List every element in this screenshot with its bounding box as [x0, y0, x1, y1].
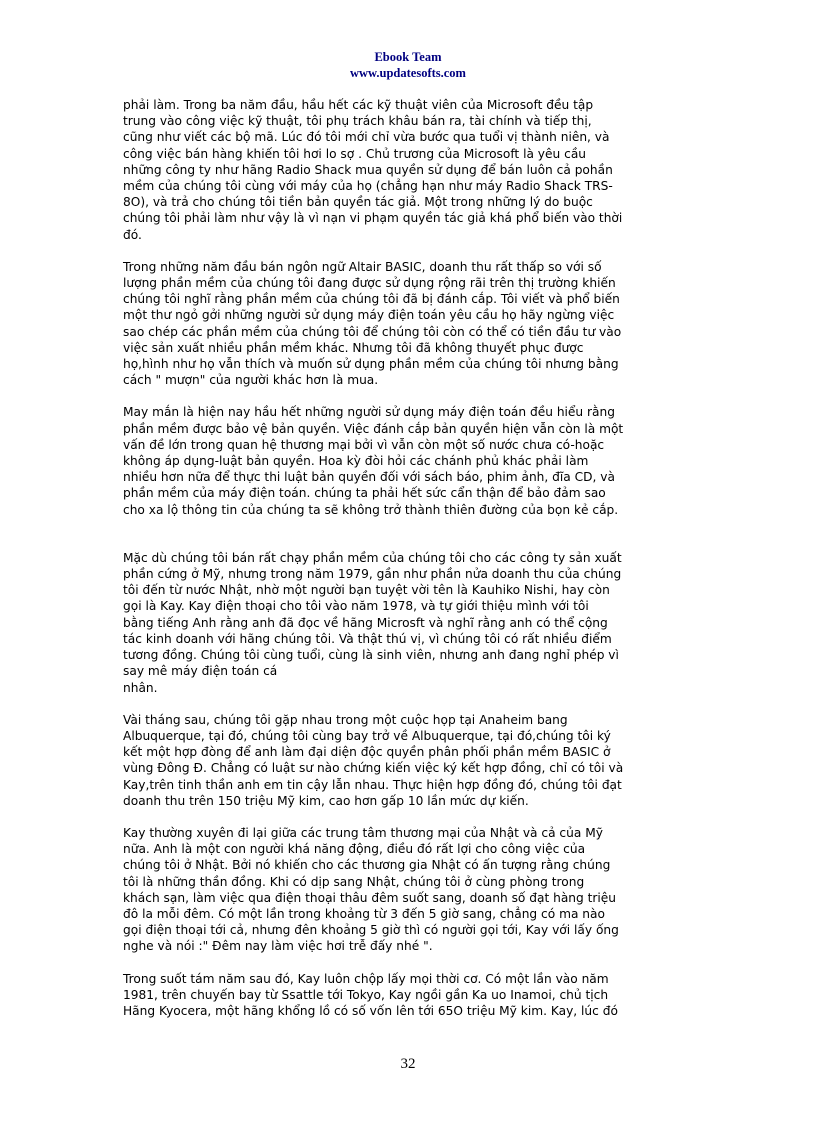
paragraph-6: Kay thường xuyên đi lại giữa các trung tâm thương mại của Nhật và cả của Mỹ nữa. Anh là một con người khá năng động, điều đó rất lợi cho công việc của chúng tôi ở Nhật. Bởi nó khiến cho các thương gia Nhật có ấn tượng rằng chúng tôi là những thần đồng. Khi có dịp sang Nhật, chúng tôi ở cùng phòng trong khách sạn, làm việc qua điện thoại thâu đêm suốt sang, doanh số đạt hàng triệu đô la mỗi đêm. Có một lần trong khoảng từ 3 đến 5 giờ sang, chẳng có ma nào gọi điện thoại tới cả, nhưng đên khoảng 5 giờ thì có người gọi tới, Kay với lấy ống nghe và nói :" Đêm nay làm việc hơi trễ đấy nhé ".: [123, 825, 619, 954]
paragraph-2: Trong những năm đầu bán ngôn ngữ Altair BASIC, doanh thu rất thấp so với số lượng phần mềm của chúng tôi đang được sử dụng rộng rãi trên thị trường khiến chúng tôi nghĩ rằng phần mềm của chúng tôi đã bị đánh cắp. Tôi viết và phổ biến một thư ngỏ gởi những người sử dụng máy điện toán yêu cầu họ hãy ngừng việc sao chép các phần mềm của chúng tôi để chúng tôi còn có thể có tiền đầu tư vào việc sản xuất nhiều phần mềm khác. Nhưng tôi đã không thuyết phục được họ,hình như họ vẫn thích và muốn sử dụng phần mềm của chúng tôi nhưng bằng cách " mượn" của người khác hơn là mua.: [123, 259, 622, 388]
page-body: [123, 97, 698, 1019]
paragraph-7: Trong suốt tám năm sau đó, Kay luôn chộp lấy mọi thời cơ. Có một lần vào năm 1981, trên chuyến bay từ Ssattle tới Tokyo, Kay ngồi gần Ka uo Inamoi, chủ tịch Hãng Kyocera, một hãng khổng lồ có số vốn lên tới 65O triệu Mỹ kim. Kay, lúc đó: [123, 971, 618, 1018]
header-website: www.updatesofts.com: [350, 66, 466, 80]
paragraph-spacer: [123, 809, 698, 825]
paragraph-3: May mắn là hiện nay hầu hết những người sử dụng máy điện toán đều hiểu rằng phần mềm được bảo vệ bản quyền. Việc đánh cắp bản quyền hiện vẫn còn là một vấn đề lớn trong quan hệ thương mại bởi vì vẫn còn một số nước chưa có-hoặc không áp dụng-luật bản quyền. Hoa kỳ đòi hỏi các chánh phủ khác phải làm nhiều hơn nữa để thực thi luật bản quyền đối với sách báo, phim ảnh, đĩa CD, và phần mềm của máy điện toán. chúng ta phải hết sức cẩn thận để bảo đảm sao cho xa lộ thông tin của chúng ta sẽ không trở thành thiên đường của bọn kẻ cắp.: [123, 405, 624, 517]
header-title: Ebook Team: [374, 50, 442, 64]
paragraph-1: phải làm. Trong ba năm đầu, hầu hết các kỹ thuật viên của Microsoft đều tập trung vào công việc kỹ thuật, tôi phụ trách khâu bán ra, tài chính và tiếp thị, cũng như viết các bộ mã. Lúc đó tôi mới chỉ vừa bước qua tuổi vị thành niên, và công việc bán hàng khiến tôi hơi lo sợ . Chủ trương của Microsoft là yêu cầu những công ty như hãng Radio Shack mua quyền sử dụng để bán luôn cả pohần mềm của chúng tôi cùng với máy của họ (chẳng hạn như máy Radio Shack TRS- 8O), và trả cho chúng tôi tiền bản quyền tác giả. Một trong những lý do buộc chúng tôi phải làm như vậy là vì nạn vi phạm quyền tác giả khá phổ biến vào thời đó.: [123, 98, 623, 242]
paragraph-spacer: [123, 518, 698, 550]
page-number: 32: [400, 1056, 416, 1072]
page-header: [0, 49, 816, 81]
paragraph-4: Mặc dù chúng tôi bán rất chạy phần mềm của chúng tôi cho các công ty sản xuất phần cứng ở Mỹ, nhưng trong năm 1979, gần như phần nửa doanh thu của chúng tôi đến từ nước Nhật, nhờ một người bạn tuyệt vời tên là Kauhiko Nishi, hay còn gọi là Kay. Kay điện thoại cho tôi vào năm 1978, và tự giới thiệu mình với tôi bằng tiếng Anh rằng anh đã đọc về hãng Microsft và nghĩ rằng anh có thể cộng tác kinh doanh với hãng chúng tôi. Và thật thú vị, vì chúng tôi có rất nhiều điểm tương đồng. Chúng tôi cùng tuổi, cùng là sinh viên, nhưng anh đang nghỉ phép vì say mê máy điện toán cá nhân.: [123, 550, 622, 695]
paragraph-spacer: [123, 696, 698, 712]
paragraph-spacer: [123, 955, 698, 971]
paragraph-spacer: [123, 388, 698, 404]
paragraph-spacer: [123, 243, 698, 259]
paragraph-5: Vài tháng sau, chúng tôi gặp nhau trong một cuộc họp tại Anaheim bang Albuquerque, tại đó, chúng tôi cùng bay trở về Albuquerque, tại đó,chúng tôi ký kết một hợp đòng để anh làm đại diện độc quyền phân phối phần mềm BASIC ở vùng Đông Đ. Chẳng có luật sư nào chứng kiến việc ký kết hợp đồng, chỉ có tôi và Kay,trên tinh thần anh em tin cậy lẫn nhau. Thực hiện hợp đồng đó, chúng tôi đạt doanh thu trên 150 triệu Mỹ kim, cao hơn gấp 10 lần mức dự kiến.: [123, 712, 624, 808]
